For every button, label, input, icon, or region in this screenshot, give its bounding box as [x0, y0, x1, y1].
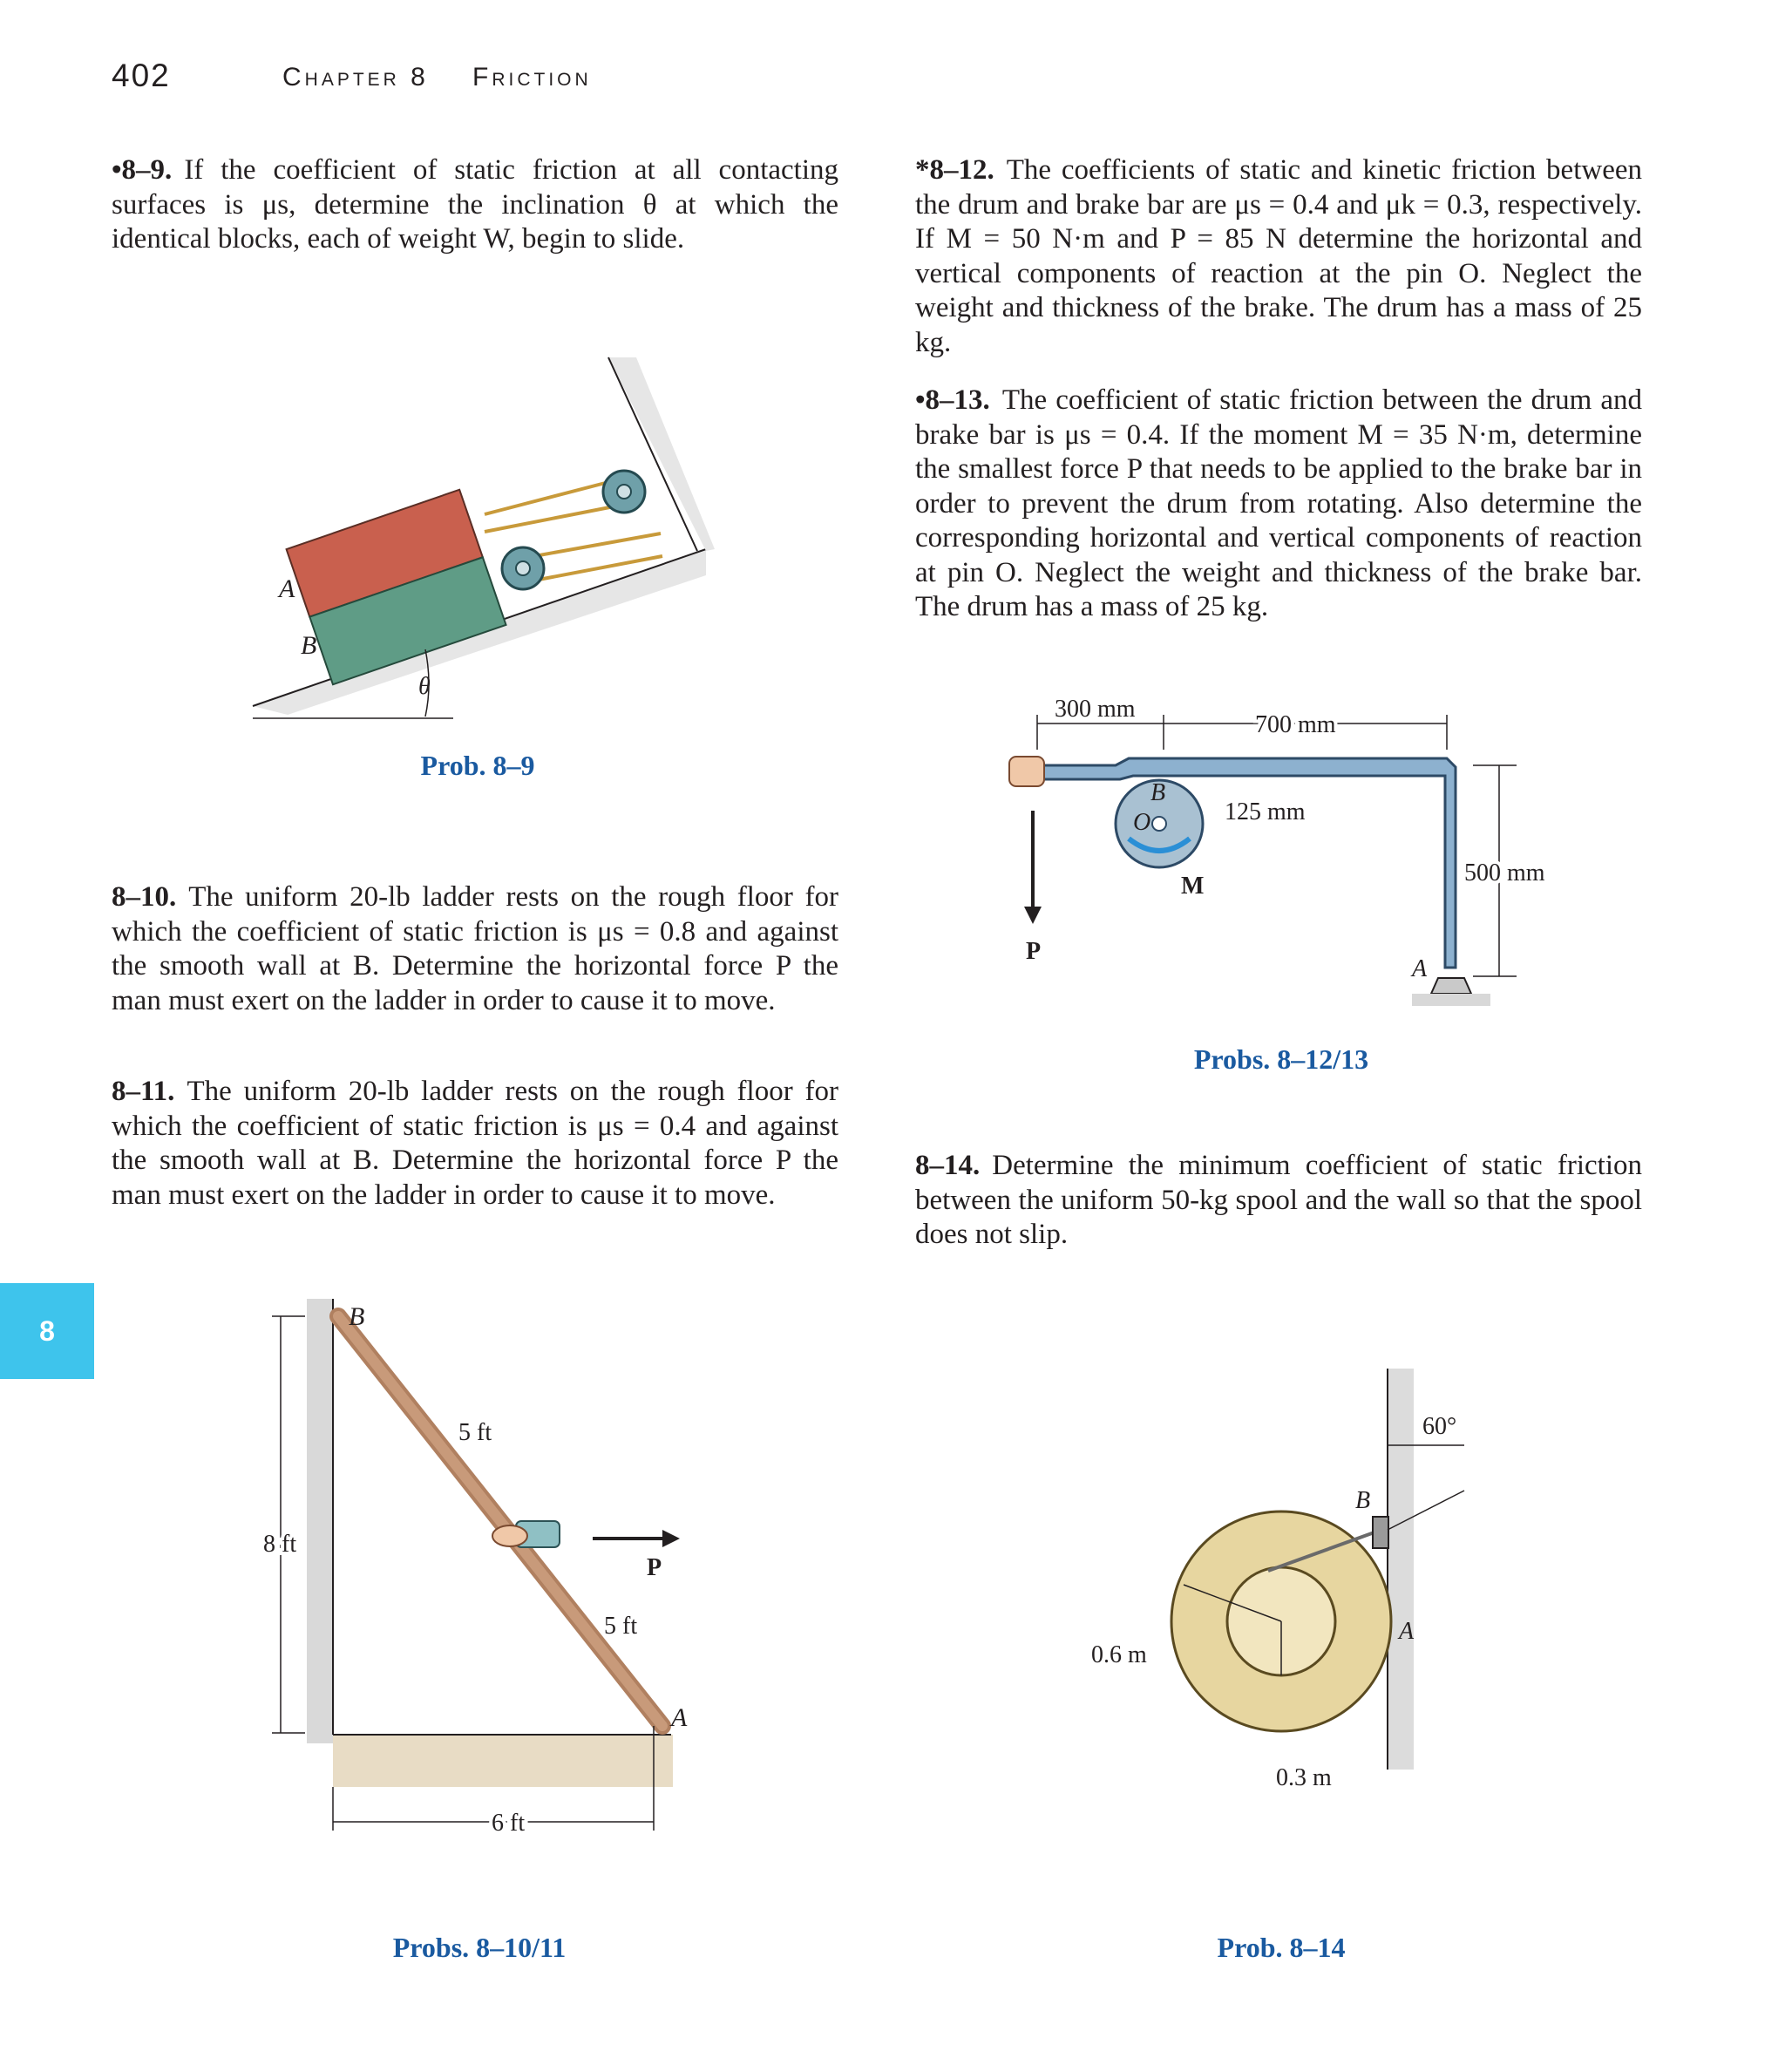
- figure-8-9: [253, 349, 723, 732]
- ground-a: [1412, 994, 1490, 1006]
- label-b: B: [349, 1302, 365, 1331]
- label-theta: θ: [418, 673, 431, 700]
- floor-surface: [333, 1735, 673, 1787]
- wall-surface: [307, 1299, 333, 1743]
- label-a: A: [1399, 1618, 1415, 1645]
- problem-number: *8–12.: [915, 154, 994, 186]
- ladder-edge: [338, 1316, 662, 1726]
- chapter-tab: 8: [0, 1283, 94, 1379]
- caption-8-12: Probs. 8–12/13: [1193, 1043, 1369, 1075]
- figure-8-12: [994, 689, 1569, 1029]
- chapter-title: Friction: [472, 63, 592, 92]
- label-a: A: [671, 1703, 688, 1732]
- label-p: P: [1026, 938, 1042, 965]
- problem-8-9: [112, 153, 838, 257]
- chapter-label: Chapter 8: [282, 63, 429, 92]
- label-b: B: [301, 631, 317, 660]
- caption-8-14: Prob. 8–14: [1217, 1932, 1346, 1963]
- dim-lower: 5 ft: [604, 1613, 638, 1640]
- cord: [525, 533, 661, 558]
- angle-label: 60°: [1422, 1413, 1457, 1440]
- hand: [492, 1525, 527, 1546]
- problem-text: If the coefficient of static friction at all contacting surfaces is μs, determine the inclination θ at which the identical blocks, each of weight W, begin to slide.: [112, 154, 838, 255]
- problem-8-14: [915, 1149, 1642, 1253]
- hand-grip: [1009, 757, 1044, 786]
- dim-inner: 0.3 m: [1276, 1764, 1332, 1791]
- problem-8-13: [915, 384, 1642, 625]
- force-p-head: [1024, 907, 1042, 924]
- wall-surface: [608, 357, 715, 551]
- caption-8-9: Prob. 8–9: [420, 750, 535, 781]
- problem-text: Determine the minimum coefficient of static friction between the uniform 50-kg spool and the wall so that the spool does not slip.: [915, 1150, 1642, 1250]
- problem-number: •8–9.: [112, 154, 173, 186]
- dim-125: 125 mm: [1225, 798, 1306, 825]
- problem-number: •8–13.: [915, 384, 990, 416]
- label-a: A: [279, 574, 295, 603]
- problem-8-12: [915, 153, 1642, 360]
- page-header: [112, 58, 896, 101]
- label-p: P: [647, 1554, 662, 1581]
- figure-8-14: [1081, 1369, 1499, 1804]
- pulley-lower-hub: [516, 561, 530, 575]
- label-b: B: [1355, 1487, 1371, 1514]
- label-b: B: [1150, 779, 1166, 806]
- problem-text: The coefficient of static friction between the drum and brake bar is μs = 0.4. If the moment M = 35 N·m, determine the smallest force P that needs to be applied to the brake bar in order to prevent the drum from rotating. Also determine the corresponding horizontal and vertical components of reaction at pin O. Neglect the weight and thickness of the brake bar. The drum has a mass of 25 kg.: [915, 384, 1642, 622]
- dim-700: 700 mm: [1255, 711, 1336, 738]
- caption-8-10: Probs. 8–10/11: [392, 1932, 567, 1963]
- page-number: 402: [112, 58, 171, 93]
- problem-number: 8–14.: [915, 1150, 981, 1181]
- problem-number: 8–10.: [112, 881, 177, 913]
- dim-outer: 0.6 m: [1091, 1641, 1147, 1668]
- wall-line: [608, 357, 697, 551]
- wall-bracket: [1373, 1517, 1388, 1548]
- pulley-upper-hub: [617, 485, 631, 499]
- dim-base: 6 ft: [492, 1810, 526, 1837]
- figure-8-10: [253, 1290, 706, 1848]
- problem-text: The uniform 20-lb ladder rests on the rough floor for which the coefficient of static friction is μs = 0.8 and against the smooth wall at B. Determine the horizontal force P the man must exert on the ladder in order to cause it to move.: [112, 881, 838, 1016]
- drum-pin-o: [1152, 817, 1166, 831]
- problem-number: 8–11.: [112, 1076, 175, 1107]
- problem-8-10: [112, 880, 838, 1018]
- label-m: M: [1181, 873, 1205, 900]
- brake-bar: [1020, 758, 1456, 968]
- label-o: O: [1133, 809, 1151, 836]
- problem-text: The coefficients of static and kinetic friction between the drum and brake bar are μs = 0.4 and μk = 0.3, respectively. If M = 50 N·m and P = 85 N determine the horizontal and vertical components of reaction at the pin O. Neglect the weight and thickness of the brake. The drum has a mass of 25 kg.: [915, 154, 1642, 358]
- dim-500: 500 mm: [1464, 859, 1545, 887]
- label-a: A: [1412, 955, 1428, 982]
- dim-upper: 5 ft: [458, 1419, 492, 1446]
- dim-height: 8 ft: [263, 1531, 297, 1558]
- dim-300: 300 mm: [1055, 696, 1136, 723]
- pin-a-support: [1431, 978, 1471, 994]
- force-p-head: [662, 1530, 680, 1547]
- problem-text: The uniform 20-lb ladder rests on the rough floor for which the coefficient of static friction is μs = 0.4 and against the smooth wall at B. Determine the horizontal force P the man must exert on the ladder in order to cause it to move.: [112, 1076, 838, 1211]
- problem-8-11: [112, 1075, 838, 1213]
- wall-surface: [1388, 1369, 1414, 1770]
